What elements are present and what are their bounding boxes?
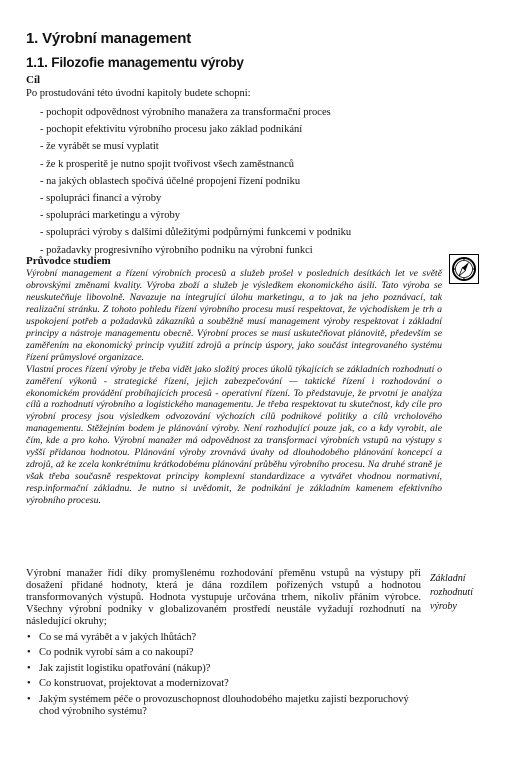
goal-item: - spolupráci marketingu a výroby (40, 210, 180, 222)
study-guide-text (26, 268, 442, 507)
goal-item: - na jakých oblastech spočívá účelné propojení řízení podniku (40, 175, 301, 187)
main-section (26, 568, 498, 758)
goal-item: - že k prosperitě je nutno spojit tvořivost všech zaměstnanců (40, 158, 294, 170)
intro-text: Po prostudování této úvodní kapitoly budete schopni: (26, 88, 251, 99)
question-item: • Co podnik vyrobí sám a co nakoupí? (26, 647, 421, 659)
chapter-title: 1. Výrobní management (26, 30, 192, 47)
goal-label: Cíl (26, 74, 41, 86)
goals-list (40, 104, 351, 259)
questions-list (26, 632, 421, 721)
question-item: • Jakým systémem péče o provozuschopnost dlouhodobého majetku zajistí bezporuchový chod výrobního systému? (26, 694, 421, 718)
goal-item: - že vyrábět se musí vyplatit (40, 141, 159, 153)
goal-item: - požadavky progresivního výrobního podniku na výrobní funkci (40, 244, 313, 256)
guide-paragraph: Výrobní management a řízení výrobních procesů a služeb prošel v posledních desítkách let ve světě obrovskými změnami kvality. Výroba zboží a služeb je výsledkem ekonomického úsilí. Tato výroba se neuskutečňuje libovolně. Navazuje na integrující úlohu marketingu, a to jak na jeho poznávací, tak realizační stránku. Z tohoto pohledu řízení výrobního procesu musí respektovat, že východiskem je trh a uspokojení potřeb a požadavků zákazníků a souběžně musí management výroby respektovat i základní principy a nástroje managementu obecně. Výrobní proces se musí uskutečňovat plánovitě, především se zaměřením na ekonomický princip využití zdrojů a princip úspory, jako součást integrovaného systému řízení průmyslové organizace. (26, 268, 442, 363)
question-item: • Co se má vyrábět a v jakých lhůtách? (26, 632, 421, 644)
question-item: • Jak zajistit logistiku opatřování (nákup)? (26, 663, 421, 675)
compass-icon (449, 254, 479, 284)
main-paragraph: Výrobní manažer řídí díky promyšlenému rozhodování přeměnu vstupů na výstupy při dosažení přidané hodnoty, která je dána rozdílem pořízených vstupů a hodnotou transformovaných výstupů. Hodnota vystupuje určována trhem, nikoliv přáním výrobce. Všechny výrobní podniky v globalizovaném prostředí neustále vyžadují rozhodnutí na následující okruhy; (26, 568, 421, 627)
study-guide-label: Průvodce studiem (26, 255, 111, 267)
goal-item: - pochopit odpovědnost výrobního manažera za transformační proces (40, 107, 331, 118)
question-item: • Co konstruovat, projektovat a modernizovat? (26, 678, 421, 690)
goal-item: - spolupráci financí a výroby (40, 193, 162, 205)
goal-item: - spolupráci výroby s dalšími důležitými podpůrnými funkcemi v podniku (40, 227, 352, 239)
margin-note: Základní rozhodnutí výroby (430, 573, 473, 612)
section-title: 1.1. Filozofie managementu výroby (26, 55, 244, 70)
goal-item: - pochopit efektivitu výrobního procesu jako základ podnikání (40, 124, 303, 136)
guide-paragraph: Vlastní proces řízení výroby je třeba vidět jako složitý proces úkolů týkajících se základních rozhodnutí o zaměření výkonů - strategické řízení, jejich zabezpečování — taktické řízení i rozhodování o ekonomickém provádění probíhajících procesů - operativní řízení. To představuje, že prvotní je analýza cílů a rozhodnutí výrobního a logistického managementu. Je třeba respektovat tu skutečnost, kdy cíle pro výrobní procesy jsou výsledkem odvozování výchozích cílů podnikové politiky a cílů vrcholového managementu. Stěžejním bodem je plánování výroby. Není rozhodující pouze jak, co a kdy vyrobit, ale čím, kde a pro koho. Výrobní manažer má odpovědnost za transformaci výrobních vstupů na výstupy s vyšší přidanou hodnotou. Plánování výroby zrovnává úvahy od dlouhodobého plánování koncepcí a zdrojů, až ke zcela konkrétnímu krátkodobému plánování průběhu výrobního procesu. Na druhé straně je však třeba současně respektovat principy komplexní standardizace a vytvářet vhodnou normativní, resp.informační základnu. Je nutno si uvědomit, že podnikání je základním kamenem efektivního výrobního procesu. (26, 363, 442, 507)
